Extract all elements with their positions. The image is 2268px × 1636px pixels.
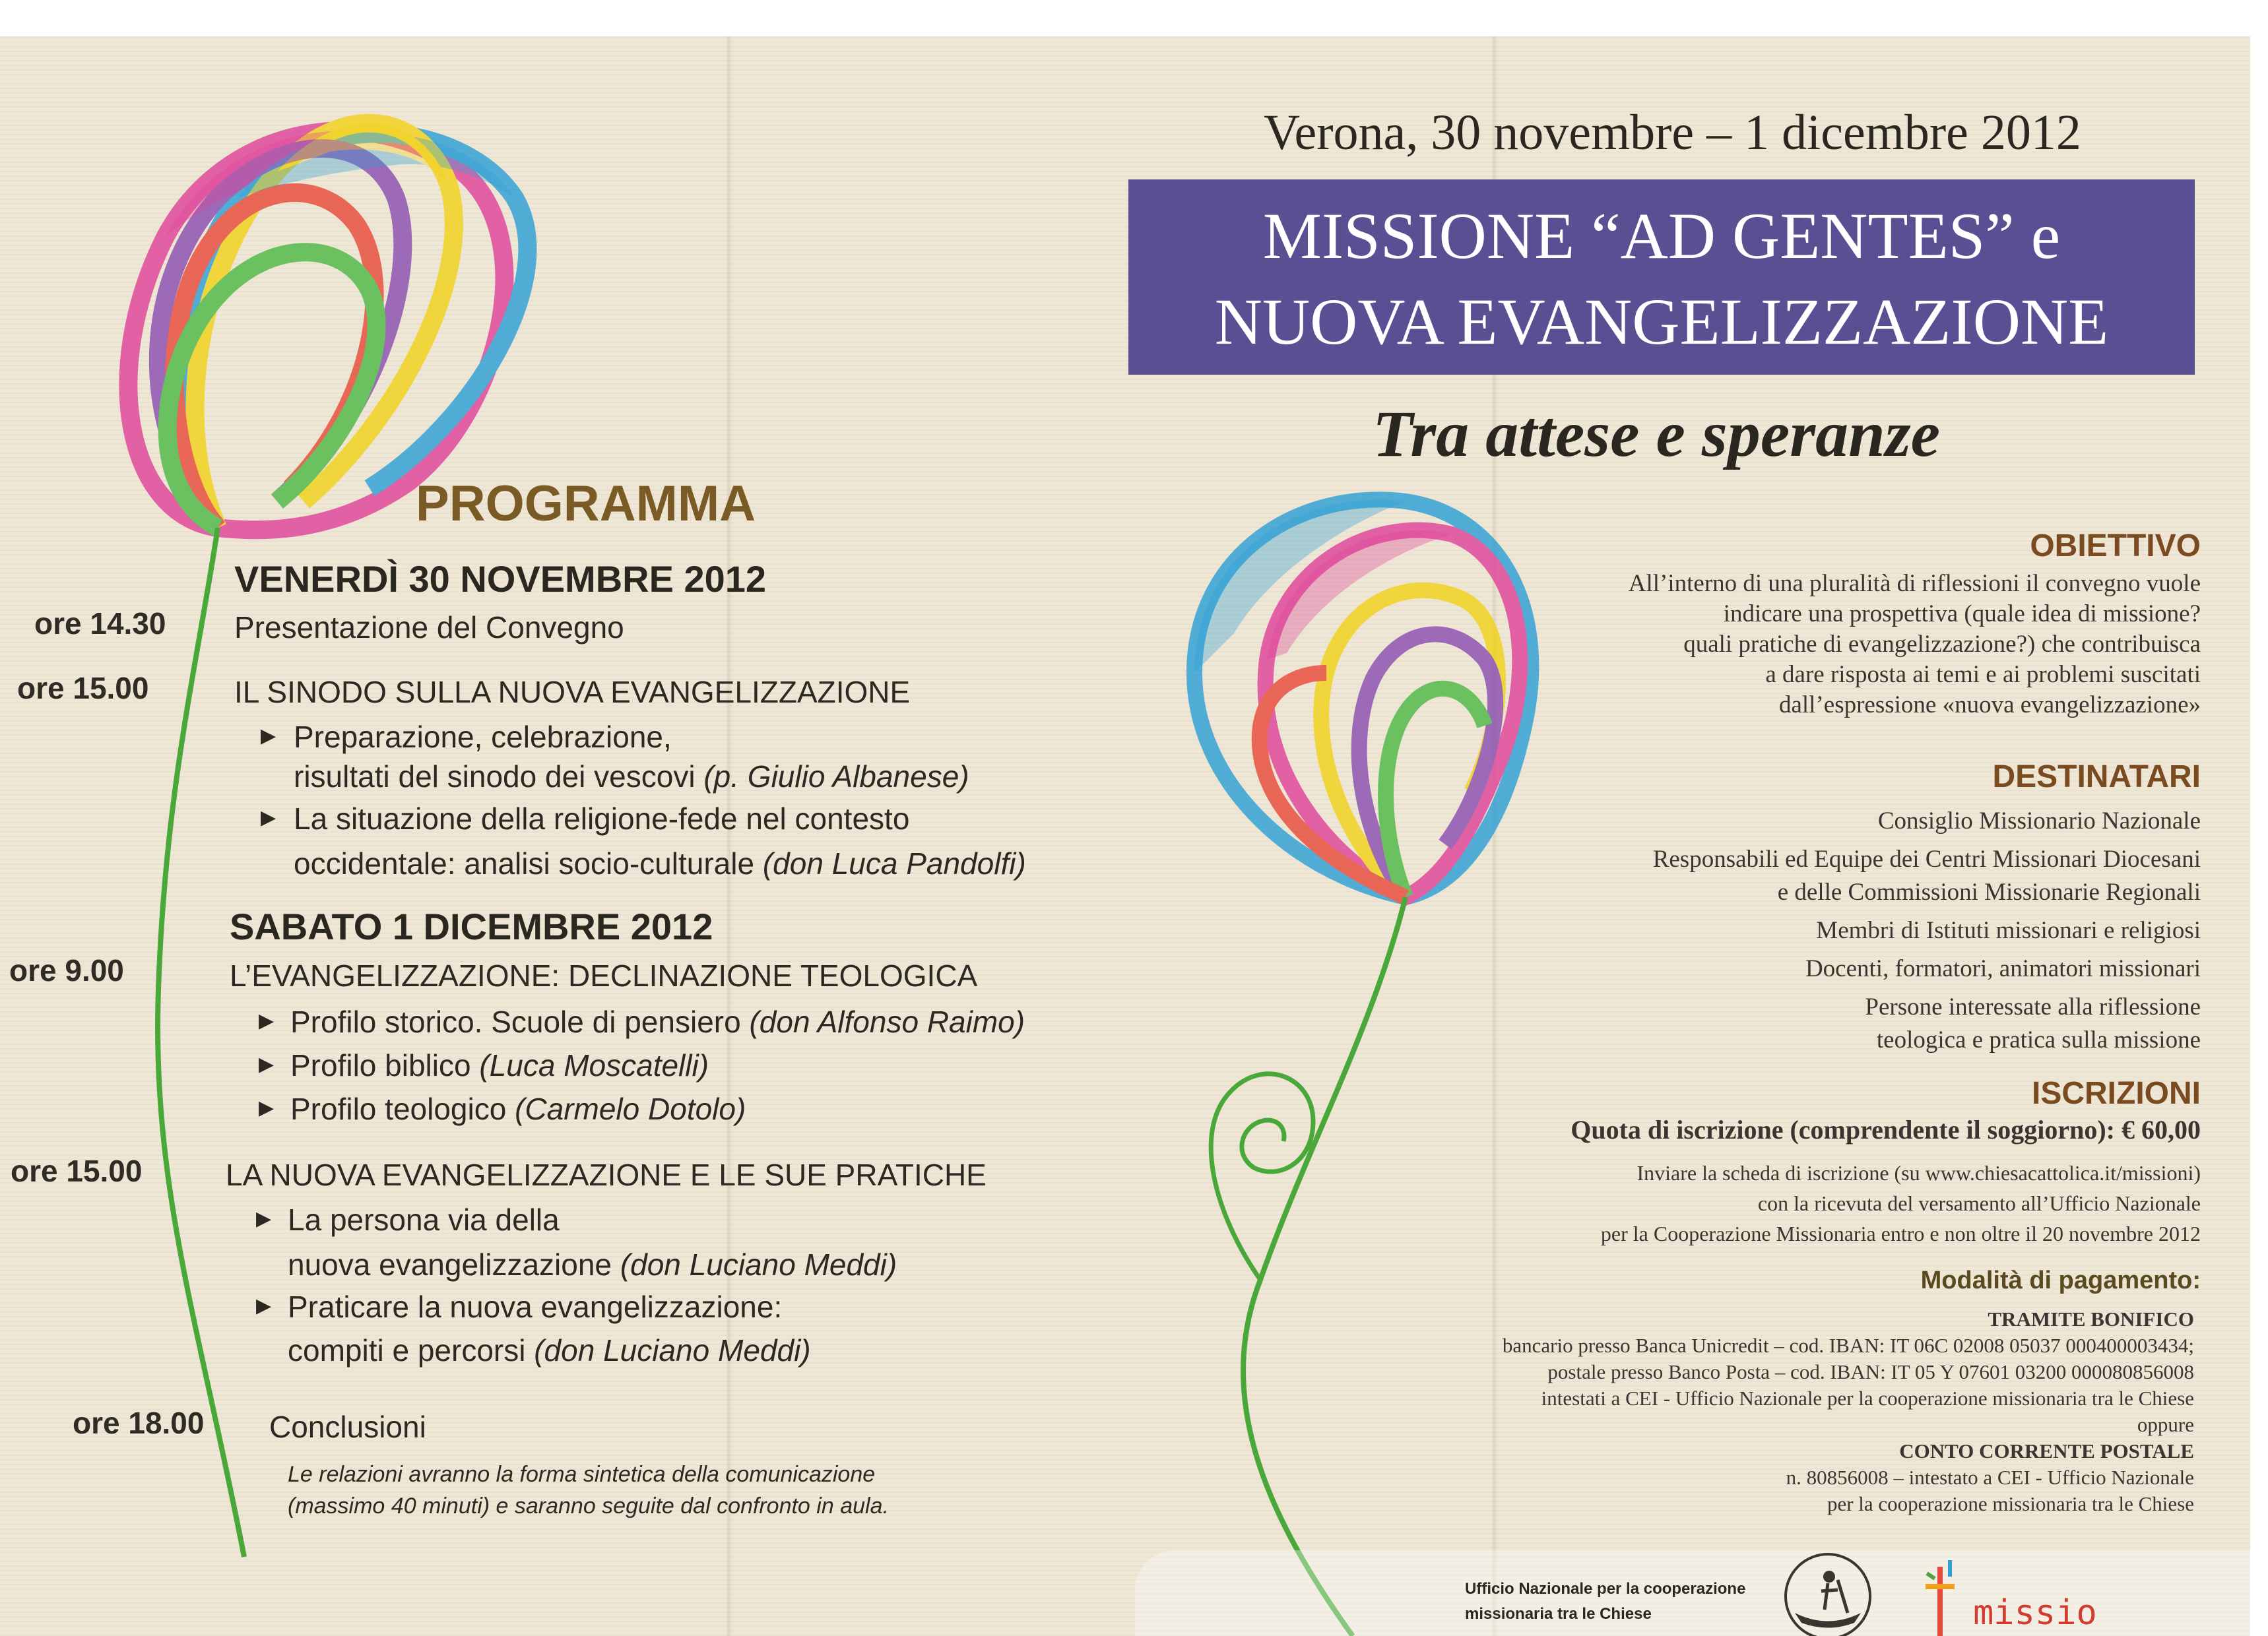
oppure: oppure [2137, 1413, 2194, 1436]
triangle-bullet-icon: ▶ [261, 806, 276, 829]
speaker-albanese: (p. Giulio Albanese) [703, 759, 969, 794]
talk-profilo-teologico [290, 1091, 746, 1127]
speaker-dotolo: (Carmelo Dotolo) [515, 1092, 746, 1126]
session-evangelizzazione: L’EVANGELIZZAZIONE: DECLINAZIONE TEOLOGICA [230, 959, 978, 993]
talk-profilo-teologico-text: Profilo teologico [290, 1092, 507, 1126]
ufficio-line1: Ufficio Nazionale per la cooperazione [1465, 1580, 1746, 1598]
talk-persona-text: nuova evangelizzazione [288, 1247, 612, 1282]
intestatario: intestati a CEI - Ufficio Nazionale per la cooperazione missionaria tra le Chiese [1541, 1387, 2194, 1410]
talk-praticare-line2 [288, 1333, 811, 1368]
obiettivo-line: a dare risposta ai temi e ai problemi suscitati [1765, 661, 2201, 688]
talk-profilo-biblico [290, 1048, 709, 1083]
iscrizioni-line: con la ricevuta del versamento all’Ufficio Nazionale [1757, 1191, 2201, 1215]
subtitle: Tra attese e speranze [1373, 397, 1941, 470]
triangle-bullet-icon: ▶ [256, 1294, 272, 1317]
obiettivo-text [1629, 569, 2201, 720]
triangle-bullet-icon: ▶ [259, 1096, 275, 1119]
speaker-pandolfi: (don Luca Pandolfi) [762, 846, 1026, 881]
missio-logo-icon [1920, 1560, 1960, 1636]
destinatari-item: teologica e pratica sulla missione [1876, 1026, 2201, 1054]
destinatari-item: Persone interessate alla riflessione [1865, 993, 2201, 1021]
iscrizioni-line: Inviare la scheda di iscrizione (su www.chiesacattolica.it/missioni) [1636, 1161, 2201, 1185]
triangle-bullet-icon: ▶ [256, 1207, 272, 1230]
talk-situazione-line1: La situazione della religione-fede nel contesto [294, 802, 910, 836]
bonifico-heading: TRAMITE BONIFICO [1988, 1307, 2194, 1331]
boat-logo-icon [1775, 1550, 1881, 1636]
ufficio-line2: missionaria tra le Chiese [1465, 1605, 1652, 1623]
speaker-moscatelli: (Luca Moscatelli) [479, 1048, 709, 1083]
ccp-heading: CONTO CORRENTE POSTALE [1899, 1439, 2194, 1463]
session-nuova-evangelizzazione: LA NUOVA EVANGELIZZAZIONE E LE SUE PRATICHE [226, 1158, 987, 1192]
talk-persona-line1: La persona via della [288, 1203, 560, 1237]
iscrizioni-line: per la Cooperazione Missionaria entro e non oltre il 20 novembre 2012 [1600, 1222, 2201, 1245]
destinatari-list [1653, 805, 2201, 1057]
talk-preparazione-line2 [294, 759, 969, 794]
bonifico-block [1503, 1306, 2194, 1517]
programma-heading: PROGRAMMA [416, 476, 756, 532]
destinatari-item: Docenti, formatori, animatori missionari [1805, 955, 2201, 982]
triangle-bullet-icon: ▶ [261, 724, 276, 747]
destinatari-item: e delle Commissioni Missionarie Regionali [1777, 879, 2201, 906]
iscrizioni-heading: ISCRIZIONI [2031, 1076, 2201, 1111]
destinatari-item: Consiglio Missionario Nazionale [1877, 807, 2201, 834]
talk-situazione-line2 [294, 846, 1026, 881]
destinatari-heading: DESTINATARI [1992, 759, 2201, 794]
ccp-number: n. 80856008 – intestato a CEI - Ufficio Nazionale [1786, 1466, 2194, 1489]
obiettivo-line: indicare una prospettiva (quale idea di missione? [1723, 600, 2201, 627]
note-line2: (massimo 40 minuti) e saranno seguite dal confronto in aula. [288, 1494, 889, 1519]
ccp-intestatario: per la cooperazione missionaria tra le Chiese [1827, 1492, 2194, 1515]
speaker-meddi: (don Luciano Meddi) [534, 1333, 811, 1368]
conclusioni: Conclusioni [269, 1410, 426, 1444]
talk-situazione-text: occidentale: analisi socio-culturale [294, 846, 755, 881]
time-1800: ore 18.00 [73, 1406, 205, 1440]
right-info-column [1452, 521, 2201, 1524]
destinatari-item: Membri di Istituti missionari e religiosi [1816, 917, 2201, 944]
session-sinodo: IL SINODO SULLA NUOVA EVANGELIZZAZIONE [234, 675, 911, 709]
obiettivo-heading: OBIETTIVO [2030, 528, 2201, 563]
talk-preparazione-line1: Preparazione, celebrazione, [294, 720, 672, 754]
dateline: Verona, 30 novembre – 1 dicembre 2012 [1264, 105, 2081, 160]
talk-praticare-line1: Praticare la nuova evangelizzazione: [288, 1290, 783, 1324]
time-1500-sabato: ore 15.00 [11, 1154, 143, 1188]
talk-praticare-text: compiti e percorsi [288, 1333, 526, 1368]
obiettivo-line: All’interno di una pluralità di riflessioni il convegno vuole [1628, 570, 2201, 597]
triangle-bullet-icon: ▶ [259, 1053, 275, 1076]
talk-preparazione-text: risultati del sinodo dei vescovi [294, 759, 696, 794]
iscrizioni-istruzioni [1601, 1158, 2201, 1249]
quota-iscrizione: Quota di iscrizione (comprendente il soggiorno): € 60,00 [1571, 1115, 2201, 1145]
obiettivo-line: quali pratiche di evangelizzazione?) che contribuisca [1683, 631, 2201, 658]
triangle-bullet-icon: ▶ [259, 1009, 275, 1032]
time-1500-venerdi: ore 15.00 [17, 671, 149, 705]
note-line1: Le relazioni avranno la forma sintetica della comunicazione [288, 1462, 876, 1487]
speaker-raimo: (don Alfonso Raimo) [749, 1005, 1025, 1039]
main-title-line1: MISSIONE “AD GENTES” e [1262, 199, 2061, 272]
iban-bancoposta: postale presso Banco Posta – cod. IBAN: IT 05 Y 07601 03200 000080856008 [1547, 1360, 2194, 1383]
talk-profilo-storico-text: Profilo storico. Scuole di pensiero [290, 1005, 741, 1039]
main-title-line2: NUOVA EVANGELIZZAZIONE [1214, 285, 2109, 358]
time-900: ore 9.00 [9, 953, 124, 988]
talk-profilo-biblico-text: Profilo biblico [290, 1048, 471, 1083]
day-heading-sabato: SABATO 1 DICEMBRE 2012 [230, 906, 713, 947]
time-1430: ore 14.30 [34, 606, 166, 641]
destinatari-item: Responsabili ed Equipe dei Centri Missionari Diocesani [1652, 846, 2201, 873]
day-heading-venerdi: VENERDÌ 30 NOVEMBRE 2012 [234, 558, 767, 600]
missio-logo-text: missio [1973, 1593, 2097, 1633]
obiettivo-line: dall’espressione «nuova evangelizzazione» [1778, 691, 2201, 718]
ufficio-nazionale-label [1465, 1577, 1745, 1627]
modalita-pagamento-heading: Modalità di pagamento: [1920, 1267, 2201, 1294]
iban-unicredit: bancario presso Banca Unicredit – cod. IBAN: IT 06C 02008 05037 000400003434; [1502, 1334, 2194, 1357]
speaker-meddi: (don Luciano Meddi) [620, 1247, 897, 1282]
talk-profilo-storico [290, 1004, 1025, 1040]
talk-persona-line2 [288, 1247, 897, 1282]
presentazione-convegno: Presentazione del Convegno [234, 610, 624, 645]
